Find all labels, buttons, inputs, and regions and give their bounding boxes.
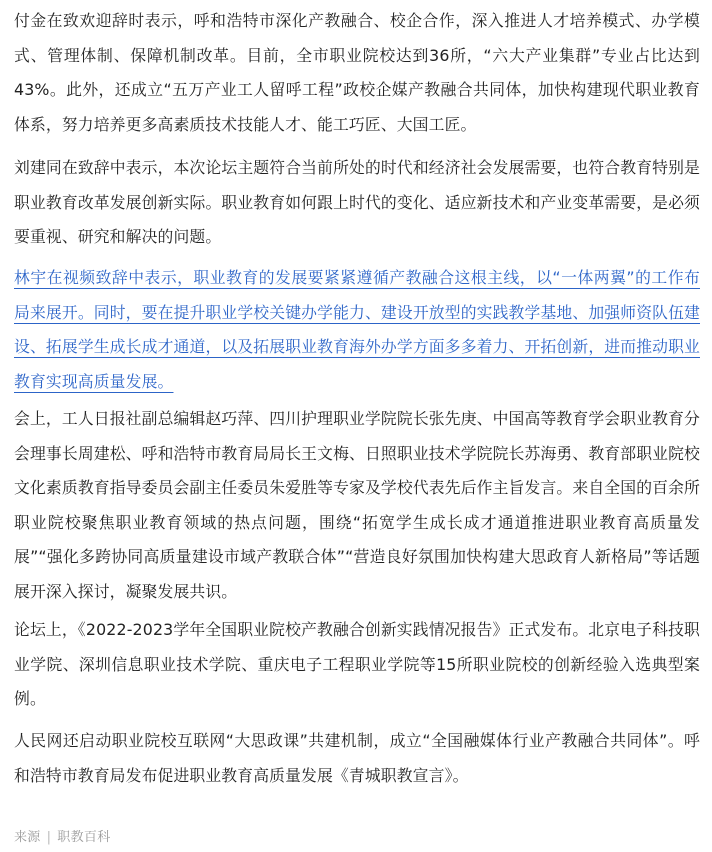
paragraph-keynote-speakers: 会上，工人日报社副总编辑赵巧萍、四川护理职业学院院长张先庚、中国高等教育学会职业教育分会理事长周建松、呼和浩特市教育局局长王文梅、日照职业技术学院院长苏海勇、教育部职业院校文化素质教育指导委员会副主任委员朱爱胜等专家及学校代表先后作主旨发言。来自全国的百余所职业院校聚焦职业教育领域的热点问题，围绕“拓宽学生成长成才通道推进职业教育高质量发展”“强化多跨协同高质量建设市域产教联合体”“营造良好氛围加快构建大思政育人新格局”等话题展开深入探讨，凝聚发展共识。 xyxy=(14,409,700,601)
paragraph-liu-jiantong-speech: 刘建同在致辞中表示，本次论坛主题符合当前所处的时代和经济社会发展需要，也符合教育特别是职业教育改革发展创新实际。职业教育如何跟上时代的变化、适应新技术和产业变革需要，是必须要重视、研究和解决的问题。 xyxy=(14,158,700,246)
paragraph-report-release: 论坛上，《2022-2023学年全国职业院校产教融合创新实践情况报告》正式发布。北京电子科技职业学院、深圳信息职业技术学院、重庆电子工程职业学院等15所职业院校的创新经验入选典型案例。 xyxy=(14,620,700,708)
paragraph-welcome-speech: 付金在致欢迎辞时表示，呼和浩特市深化产教融合、校企合作，深入推进人才培养模式、办学模式、管理体制、保障机制改革。目前，全市职业院校达到36所，“六大产业集群”专业占比达到43%。此外，还成立“五万产业工人留呼工程”政校企媒产教融合共同体，加快构建现代职业教育体系，努力培养更多高素质技术技能人才、能工巧匠、大国工匠。 xyxy=(14,11,700,134)
source-label: 来源 xyxy=(14,830,41,845)
source-line xyxy=(14,826,111,845)
source-name: 职教百科 xyxy=(57,830,111,845)
paragraph-people-net-mechanism: 人民网还启动职业院校互联网“大思政课”共建机制，成立“全国融媒体行业产教融合共同体”。呼和浩特市教育局发布促进职业教育高质量发展《青城职教宣言》。 xyxy=(14,731,700,785)
linked-text[interactable]: 林宇在视频致辞中表示，职业教育的发展要紧紧遵循产教融合这根主线，以“一体两翼”的工作布局来展开。同时，要在提升职业学校关键办学能力、建设开放型的实践教学基地、加强师资队伍建设、拓展学生成长成才通道，以及拓展职业教育海外办学方面多多着力、开拓创新，进而推动职业教育实现高质量发展。 xyxy=(14,268,700,391)
source-separator: | xyxy=(46,830,52,845)
paragraph-lin-yu-speech-link[interactable] xyxy=(14,261,700,399)
